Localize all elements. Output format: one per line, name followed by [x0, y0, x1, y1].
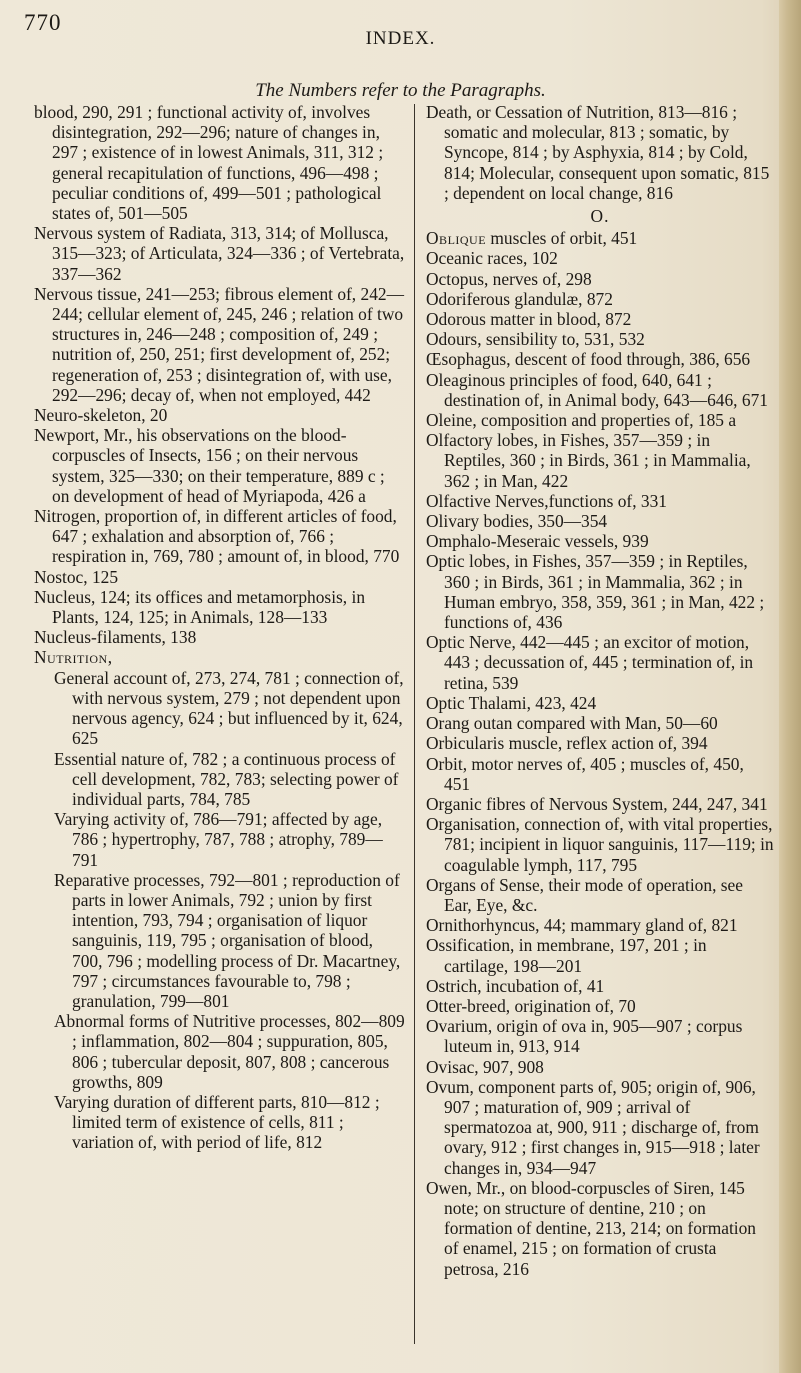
index-entry: Omphalo-Meseraic vessels, 939 [426, 531, 649, 552]
index-entry: Ostrich, incubation of, 41 [426, 975, 605, 996]
page-edge [779, 0, 801, 1373]
index-entry: Oleaginous principles of food, 640, 641 ; destination of, in Animal body, 643—646, 671 [426, 369, 768, 410]
index-entry: Oceanic races, 102 [426, 248, 558, 269]
index-entry: Œsophagus, descent of food through, 386, 656 [426, 349, 751, 370]
index-entry: Nutrition, [34, 647, 113, 668]
index-entry: blood, 290, 291 ; functional activity of, involves disintegration, 292—296; nature of changes in, 297 ; existence of in lowest Animals, 311, 312 ; general recapitulation of functions, 496—498 ; peculiar conditions of, 499—501 ; pathological states of, 501—505 [34, 102, 384, 224]
index-entry: Organs of Sense, their mode of operation, see Ear, Eye, &c. [426, 874, 743, 915]
index-subentry: Abnormal forms of Nutritive processes, 802—809 ; inflammation, 802—804 ; suppuration, 805, 806 ; tubercular deposit, 807, 808 ; cancerous growths, 809 [54, 1011, 405, 1092]
index-entry: Optic Nerve, 442—445 ; an excitor of motion, 443 ; decussation of, 445 ; termination of, in retina, 539 [426, 632, 754, 693]
index-entry: Oleine, composition and properties of, 185 a [426, 410, 737, 431]
index-entry: Orang outan compared with Man, 50—60 [426, 713, 718, 734]
index-subentry: Varying activity of, 786—791; affected by age, 786 ; hypertrophy, 787, 788 ; atrophy, 789—791 [54, 809, 383, 870]
index-entry: Nervous tissue, 241—253; fibrous element of, 242—244; cellular element of, 245, 246 ; relation of two structures in, 246—248 ; composition of, 249 ; nutrition of, 250, 251; first development of, 252; regeneration of, 253 ; disintegration of, with use, 292—296; decay of, when not employed, 442 [34, 283, 404, 405]
left-column [34, 102, 406, 1153]
index-entry: Optic Thalami, 423, 424 [426, 692, 597, 713]
index-note: The Numbers refer to the Paragraphs. [255, 80, 546, 101]
index-entry: Optic lobes, in Fishes, 357—359 ; in Reptiles, 360 ; in Birds, 361 ; in Mammalia, 362 ; in Human embryo, 358, 359, 361 ; in Man, 422 ; functions of, 436 [426, 551, 765, 633]
index-entry: Otter-breed, origination of, 70 [426, 995, 636, 1016]
index-entry: Ovarium, origin of ova in, 905—907 ; corpus luteum in, 913, 914 [426, 1016, 743, 1057]
index-entry: Octopus, nerves of, 298 [426, 268, 592, 289]
index-subentry: Varying duration of different parts, 810—812 ; limited term of existence of cells, 811 ; variation of, with period of life, 812 [54, 1091, 380, 1153]
entry-lead-word: Oblique [426, 228, 487, 249]
index-entry: Organic fibres of Nervous System, 244, 247, 341 [426, 793, 768, 814]
index-entry: Death, or Cessation of Nutrition, 813—816 ; somatic and molecular, 813 ; somatic, by Syncope, 814 ; by Asphyxia, 814 ; by Cold, 814; Molecular, consequent upon somatic, 815 ; dependent on local change, 816 [426, 102, 770, 203]
index-entry: Nervous system of Radiata, 313, 314; of Mollusca, 315—323; of Articulata, 324—336 ; of Vertebrata, 337—362 [34, 223, 405, 284]
index-entry [426, 228, 774, 248]
index-entry: Odoriferous glandulæ, 872 [426, 288, 613, 309]
column-divider [414, 104, 415, 1344]
index-subentry: Reparative processes, 792—801 ; reproduction of parts in lower Animals, 792 ; union by first intention, 793, 794 ; organisation of liquor sanguinis, 119, 795 ; organisation of blood, 700, 796 ; modelling process of Dr. Macartney, 797 ; circumstances favourable to, 798 ; granulation, 799—801 [54, 869, 401, 1011]
running-head: INDEX. [365, 28, 436, 49]
index-entry: Olfactory lobes, in Fishes, 357—359 ; in Reptiles, 360 ; in Birds, 361 ; in Mammalia, 362 ; in Man, 422 [426, 430, 751, 491]
index-entry: Orbit, motor nerves of, 405 ; muscles of, 450, 451 [426, 753, 744, 794]
index-entry: Odorous matter in blood, 872 [426, 309, 632, 330]
index-entry: Ornithorhyncus, 44; mammary gland of, 821 [426, 915, 738, 936]
index-entry: Nucleus, 124; its offices and metamorphosis, in Plants, 124, 125; in Animals, 128—133 [34, 586, 366, 628]
index-entry: Nostoc, 125 [34, 566, 119, 587]
index-entry: Ossification, in membrane, 197, 201 ; in cartilage, 198—201 [426, 935, 707, 976]
index-entry: Ovum, component parts of, 905; origin of, 906, 907 ; maturation of, 909 ; arrival of spermatozoa at, 900, 911 ; discharge of, from ovary, 912 ; first changes in, 915—918 ; later changes in, 934—947 [426, 1076, 760, 1178]
section-letter: O. [590, 206, 610, 227]
index-entry: Organisation, connection of, with vital properties, 781; incipient in liquor sanguinis, 117—119; in coagulable lymph, 117, 795 [426, 814, 774, 875]
index-entry: Nucleus-filaments, 138 [34, 627, 197, 648]
index-subentry: Essential nature of, 782 ; a continuous process of cell development, 782, 783; selecting power of individual parts, 784, 785 [54, 748, 399, 809]
index-entry: Orbicularis muscle, reflex action of, 394 [426, 733, 708, 754]
index-entry: Owen, Mr., on blood-corpuscles of Siren, 145 note; on structure of dentine, 210 ; on formation of dentine, 213, 214; on formation of enamel, 215 ; on formation of crusta petrosa, 216 [426, 1177, 757, 1279]
index-entry: Neuro-skeleton, 20 [34, 405, 168, 426]
index-entry: Nitrogen, proportion of, in different articles of food, 647 ; exhalation and absorption of, 766 ; respiration in, 769, 780 ; amount of, in blood, 770 [34, 506, 400, 567]
index-entry: Olfactive Nerves,functions of, 331 [426, 490, 667, 511]
index-entry: Newport, Mr., his observations on the blood-corpuscles of Insects, 156 ; on their nervous system, 325—330; on their temperature, 889 c ; on development of head of Myriapoda, 426 a [34, 425, 385, 506]
index-entry: Odours, sensibility to, 531, 532 [426, 329, 645, 350]
index-entry: Ovisac, 907, 908 [426, 1056, 544, 1077]
index-entry: Olivary bodies, 350—354 [426, 511, 608, 532]
page-number: 770 [24, 10, 62, 35]
right-column [426, 102, 774, 1279]
entry-text: muscles of orbit, 451 [486, 228, 638, 249]
index-subentry: General account of, 273, 274, 781 ; connection of, with nervous system, 279 ; not dependent upon nervous agency, 624 ; but influenced by it, 624, 625 [54, 667, 404, 749]
